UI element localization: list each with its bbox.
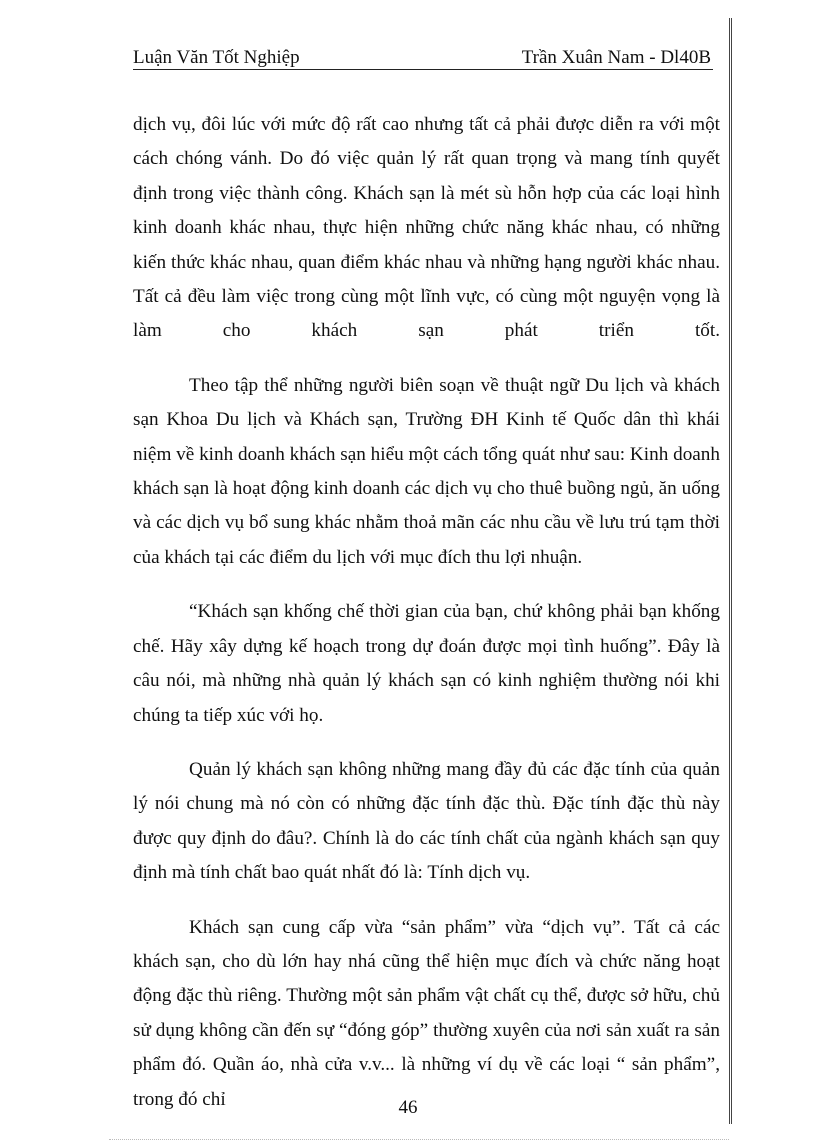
paragraph-management: Quản lý khách sạn không những mang đầy đủ các đặc tính của quản lý nói chung mà nó còn có những đặc tính đặc thù. Đặc tính đặc thù này được quy định do đâu?. Chính là do các tính chất của ngành khách sạn quy định mà tính chất bao quát nhất đó là: Tính dịch vụ.: [133, 758, 720, 884]
paragraph-definition: Theo tập thể những người biên soạn về thuật ngữ Du lịch và khách sạn Khoa Du lịch và Khách sạn, Trường ĐH Kinh tế Quốc dân thì khái niệm về kinh doanh khách sạn hiểu một cách tổng quát như sau: Kinh doanh khách sạn là hoạt động kinh doanh các dịch vụ cho thuê buồng ngủ, ăn uống và các dịch vụ bổ sung khác nhằm thoả mãn các nhu cầu về lưu trú tạm thời của khách tại các điểm du lịch với mục đích thu lợi nhuận.: [133, 374, 720, 568]
page-number: 46: [398, 1097, 418, 1118]
header-thesis-title: Luận Văn Tốt Nghiệp: [133, 47, 300, 68]
paragraph-quote: “Khách sạn khống chế thời gian của bạn, chứ không phải bạn khống chế. Hãy xây dựng kế hoạch trong dự đoán được mọi tình huống”. Đây là câu nói, mà những nhà quản lý khách sạn có kinh nghiệm thường nói khi chúng ta tiếp xúc với họ.: [133, 601, 720, 726]
paragraph-continued: dịch vụ, đôi lúc với mức độ rất cao nhưng tất cả phải được diễn ra với một cách chóng vánh. Do đó việc quản lý rất quan trọng và mang tính quyết định trong việc thành công. Khách sạn là mét sù hỗn hợp của các loại hình kinh doanh khác nhau, thực hiện những chức năng khác nhau, có những kiến thức khác nhau, quan điểm khác nhau và những hạng người khác nhau. Tất cả đều làm việc trong cùng một lĩnh vực, có cùng một nguyện vọng là làm cho khách sạn phát triển tốt.: [133, 114, 720, 342]
paragraph-products-services: Khách sạn cung cấp vừa “sản phẩm” vừa “dịch vụ”. Tất cả các khách sạn, cho dù lớn hay nhá cũng thể hiện mục đích và chức năng hoạt động đặc thù riêng. Thường một sản phẩm vật chất cụ thể, được sở hữu, chủ sử dụng không cần đến sự “đóng góp” thường xuyên của nơi sản xuất ra sản phẩm đó. Quần áo, nhà cửa v.v... là những ví dụ về các loại “ sản phẩm”, trong đó chỉ: [133, 916, 720, 1110]
document-body: [133, 108, 720, 1117]
running-header: [133, 47, 713, 70]
header-author: Trần Xuân Nam - Dl40B: [521, 47, 711, 68]
